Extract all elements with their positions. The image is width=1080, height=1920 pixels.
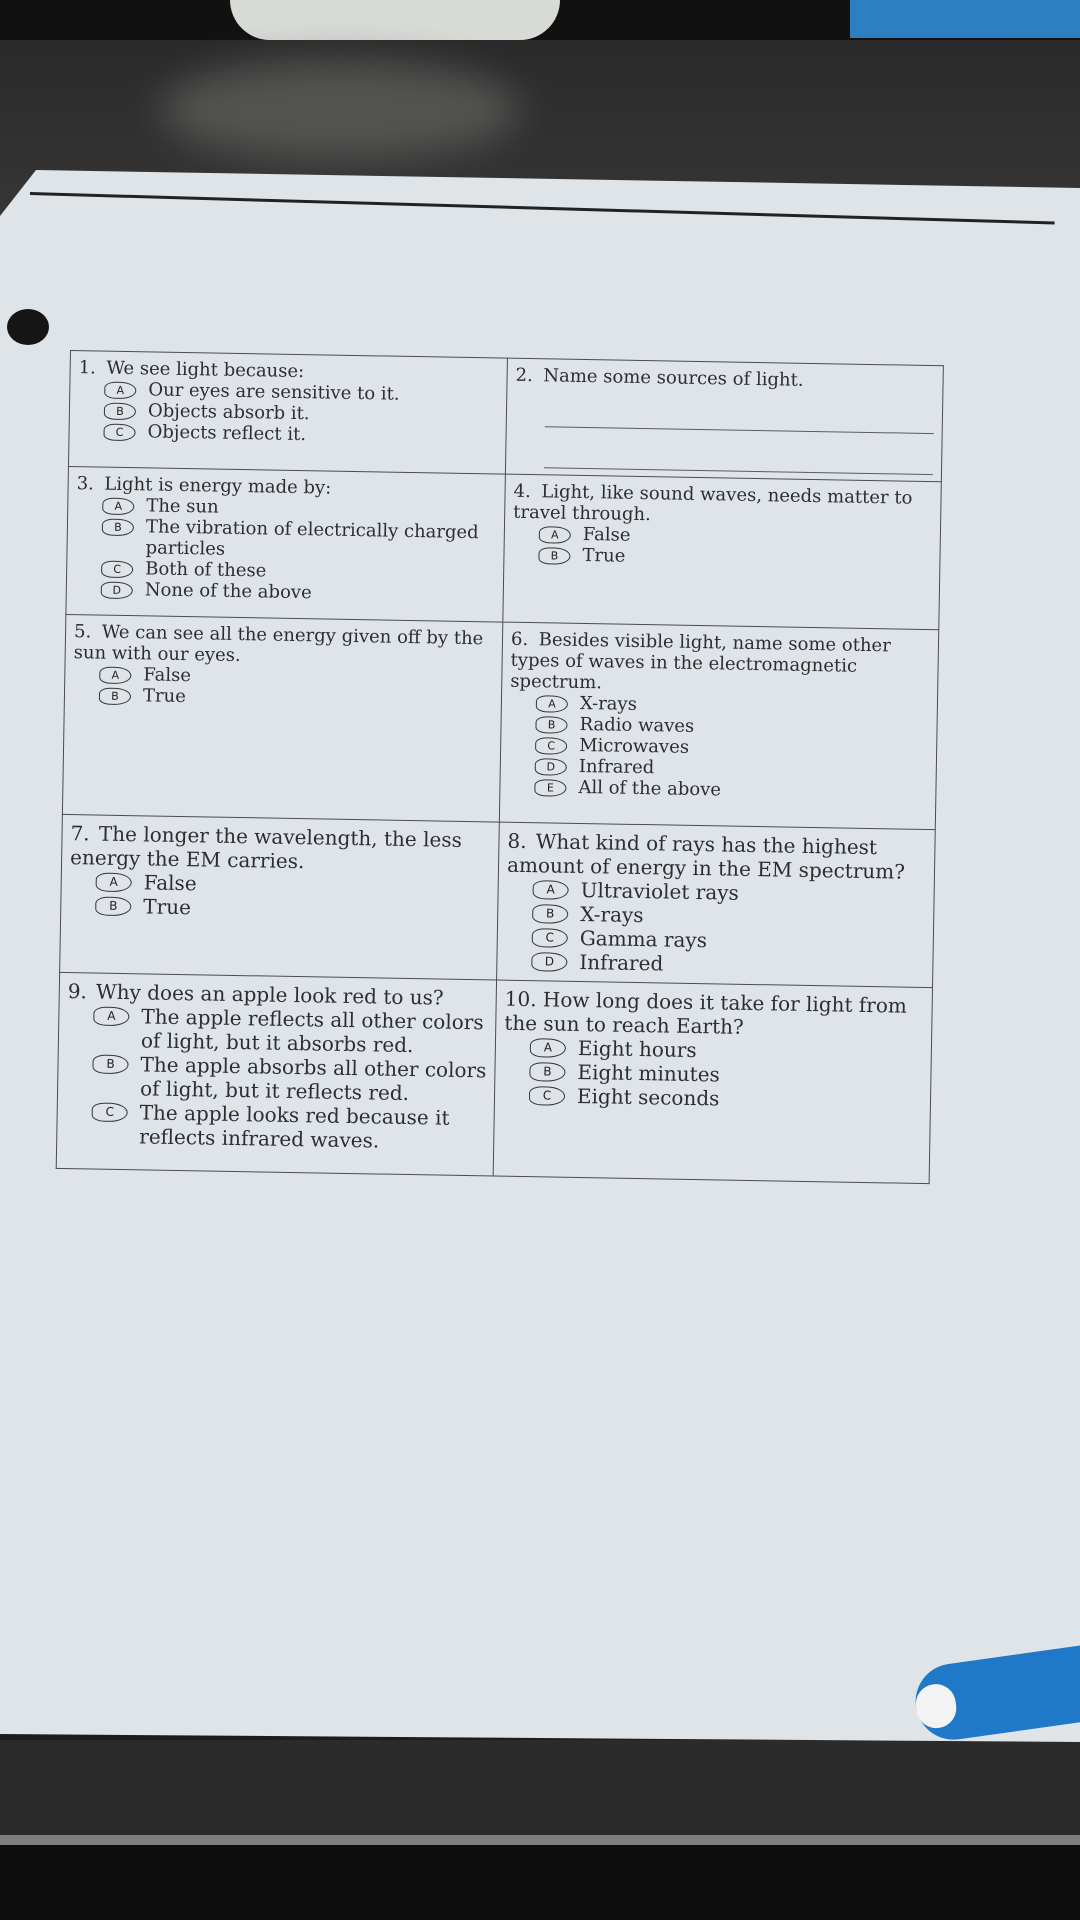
option-letter-bubble: C xyxy=(103,424,135,442)
option-c[interactable]: C Eight seconds xyxy=(529,1083,922,1114)
option-b[interactable]: B Eight minutes xyxy=(529,1059,922,1090)
option-letter-bubble: D xyxy=(531,952,567,972)
option-b[interactable]: B The apple absorbs all other colors of light, but it reflects red. xyxy=(92,1052,487,1107)
option-letter-bubble: E xyxy=(534,779,566,797)
option-letter-bubble: A xyxy=(539,526,571,544)
option-letter-bubble: A xyxy=(536,695,568,713)
option-letter-bubble: B xyxy=(532,904,568,924)
option-a[interactable]: A The sun xyxy=(102,495,496,523)
option-letter-bubble: A xyxy=(96,873,132,893)
option-b[interactable]: B The vibration of electrically charged particles xyxy=(101,516,496,565)
option-c[interactable]: C Microwaves xyxy=(535,734,928,762)
option-a[interactable]: A False xyxy=(99,664,493,692)
option-letter-bubble: A xyxy=(530,1038,566,1058)
option-a[interactable]: A Ultraviolet rays xyxy=(532,877,925,908)
option-letter-bubble: B xyxy=(104,403,136,421)
option-a[interactable]: A False xyxy=(539,523,932,551)
option-letter-bubble: C xyxy=(529,1086,565,1106)
option-a[interactable]: A False xyxy=(96,870,490,901)
option-c[interactable]: C Objects reflect it. xyxy=(103,421,497,449)
option-letter-bubble: C xyxy=(92,1102,128,1122)
option-letter-bubble: B xyxy=(538,547,570,565)
option-b[interactable]: B True xyxy=(538,544,931,572)
option-b[interactable]: B Objects absorb it. xyxy=(104,400,498,428)
question-9: 9. Why does an apple look red to us? A The apple reflects all other colors of light, but it absorbs red. B The apple absorbs all other colors of light, but it reflects red. C The apple looks red because it reflects infrared waves. xyxy=(56,972,496,1176)
question-1: 1. We see light because: A Our eyes are sensitive to it. B Objects absorb it. C Objects reflect it. xyxy=(68,351,507,475)
object-on-desk xyxy=(850,0,1080,38)
desk-edge xyxy=(0,1740,1080,1920)
option-a[interactable]: A Eight hours xyxy=(530,1035,923,1066)
option-letter-bubble: A xyxy=(104,382,136,400)
option-b[interactable]: B Radio waves xyxy=(535,713,928,741)
question-6: 6. Besides visible light, name some other types of waves in the electromagnetic spectrum. A X-rays B Radio waves C Microwaves D Infrared E All of the above xyxy=(499,622,938,830)
desk-background-top xyxy=(0,0,1080,40)
option-letter-bubble: B xyxy=(535,716,567,734)
option-letter-bubble: A xyxy=(99,667,131,685)
option-letter-bubble: B xyxy=(92,1055,128,1075)
option-d[interactable]: D Infrared xyxy=(535,755,928,783)
option-letter-bubble: D xyxy=(535,758,567,776)
option-letter-bubble: C xyxy=(532,928,568,948)
option-a[interactable]: A The apple reflects all other colors of light, but it absorbs red. xyxy=(93,1004,488,1059)
question-5: 5. We can see all the energy given off by the sun with our eyes. A False B True xyxy=(62,614,502,822)
option-letter-bubble: B xyxy=(95,897,131,917)
option-letter-bubble: A xyxy=(532,880,568,900)
option-letter-bubble: D xyxy=(101,582,133,600)
option-b[interactable]: B True xyxy=(99,685,493,713)
object-on-desk xyxy=(230,0,560,40)
question-2: 2. Name some sources of light. xyxy=(505,358,943,482)
option-c[interactable]: C Gamma rays xyxy=(532,925,925,956)
question-8: 8. What kind of rays has the highest amount of energy in the EM spectrum? A Ultraviolet rays B X-rays C Gamma rays D Infrared xyxy=(497,822,936,988)
option-b[interactable]: B X-rays xyxy=(532,901,925,932)
option-letter-bubble: B xyxy=(99,688,131,706)
option-letter-bubble: C xyxy=(535,737,567,755)
question-10: 10. How long does it take for light from the sun to reach Earth? A Eight hours B Eight minutes C Eight seconds xyxy=(493,980,932,1184)
question-3: 3. Light is energy made by: A The sun B The vibration of electrically charged particles C Both of these D None of the above xyxy=(66,466,506,622)
option-letter-bubble: A xyxy=(102,498,134,516)
answer-line[interactable] xyxy=(544,427,934,475)
option-e[interactable]: E All of the above xyxy=(534,776,927,804)
question-7: 7. The longer the wavelength, the less energy the EM carries. A False B True xyxy=(60,814,500,980)
option-d[interactable]: D None of the above xyxy=(101,579,495,607)
option-b[interactable]: B True xyxy=(95,894,489,925)
option-letter-bubble: B xyxy=(529,1062,565,1082)
option-a[interactable]: A Our eyes are sensitive to it. xyxy=(104,379,498,407)
answer-line[interactable] xyxy=(545,386,935,434)
option-d[interactable]: D Infrared xyxy=(531,949,924,980)
option-a[interactable]: A X-rays xyxy=(536,692,929,720)
question-4: 4. Light, like sound waves, needs matter to travel through. A False B True xyxy=(503,474,942,630)
option-c[interactable]: C Both of these xyxy=(101,558,495,586)
option-letter-bubble: C xyxy=(101,561,133,579)
quiz-table xyxy=(55,350,944,1235)
option-c[interactable]: C The apple looks red because it reflects infrared waves. xyxy=(91,1099,486,1154)
option-letter-bubble: B xyxy=(102,519,134,537)
punch-hole xyxy=(7,309,49,345)
option-letter-bubble: A xyxy=(93,1007,129,1027)
